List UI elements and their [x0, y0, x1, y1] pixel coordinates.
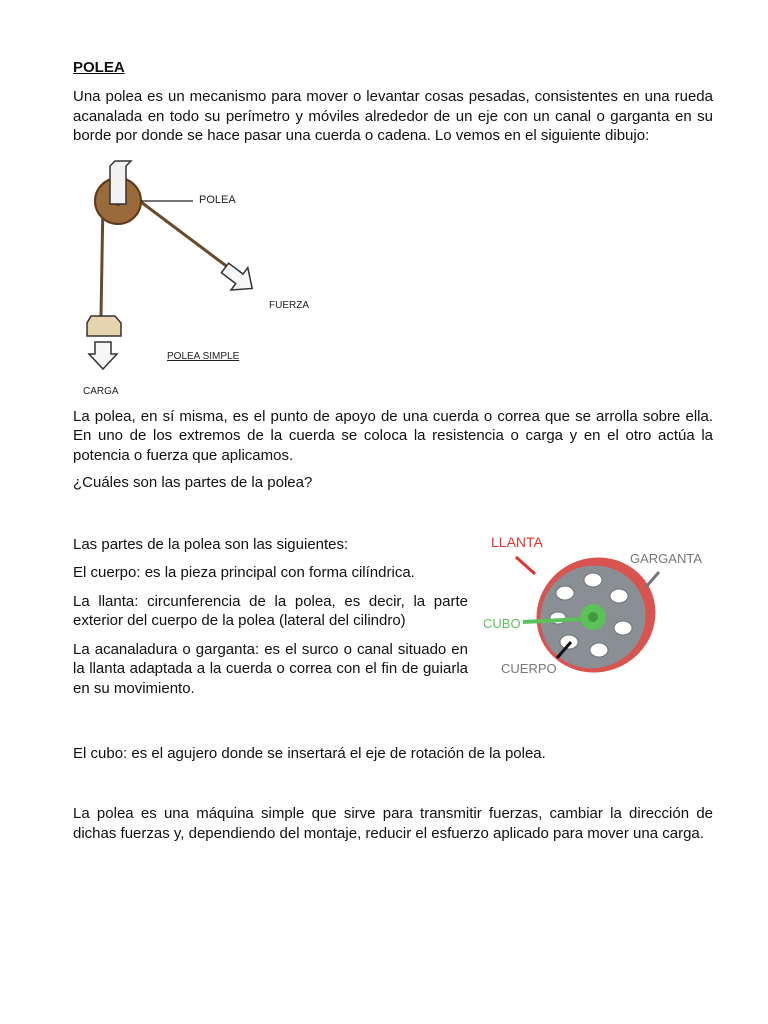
fuerza-label: FUERZA	[269, 299, 309, 311]
pulley-parts-figure	[483, 530, 713, 690]
load-block	[87, 316, 121, 336]
part-groove: La acanaladura o garganta: es el surco o canal situado en la llanta adaptada a la cuerda o correa con el fin de guiarla en su movimiento.	[73, 640, 468, 697]
parts-section	[73, 535, 713, 735]
part-rim: La llanta: circunferencia de la polea, es decir, la parte exterior del cuerpo de la polea (lateral del cilindro)	[73, 592, 468, 629]
parts-heading: Las partes de la polea son las siguientes:	[73, 535, 349, 553]
question-paragraph: ¿Cuáles son las partes de la polea?	[73, 474, 313, 491]
part-hub: El cubo: es el agujero donde se insertará el eje de rotación de la polea.	[73, 744, 546, 762]
document-page	[73, 58, 713, 843]
page-title: POLEA	[73, 59, 125, 76]
simple-pulley-caption: POLEA SIMPLE	[167, 350, 240, 362]
cuerpo-label: CUERPO	[501, 660, 557, 676]
rope-right	[133, 196, 233, 271]
garganta-label: GARGANTA	[630, 550, 702, 566]
llanta-arrow	[516, 557, 535, 574]
simple-pulley-figure	[73, 156, 323, 401]
part-body: El cuerpo: es la pieza principal con forma cilíndrica.	[73, 564, 415, 581]
cubo-label: CUBO	[483, 615, 521, 631]
garganta-arrow	[646, 572, 659, 587]
llanta-label: LLANTA	[491, 533, 543, 550]
polea-label: POLEA	[199, 193, 236, 206]
intro-paragraph: Una polea es un mecanismo para mover o levantar cosas pesadas, consistentes en una rueda acanalada en todo su perímetro y móviles alrededor de un eje con un canal o garganta en su borde por donde se hace pasar una cuerda o cadena. Lo vemos en el siguiente dibujo:	[73, 88, 713, 144]
support-paragraph: La polea, en sí misma, es el punto de apoyo de una cuerda o correa que se arrolla sobre ella. En uno de los extremos de la cuerda se coloca la resistencia o carga y en el otro actúa la potencia o fuerza que aplicamos.	[73, 407, 713, 464]
load-arrow	[89, 342, 117, 369]
carga-label: CARGA	[83, 385, 119, 397]
final-paragraph: La polea es una máquina simple que sirve para transmitir fuerzas, cambiar la dirección de dichas fuerzas y, dependiendo del montaje, reducir el esfuerzo aplicado para mover una carga.	[73, 805, 713, 842]
